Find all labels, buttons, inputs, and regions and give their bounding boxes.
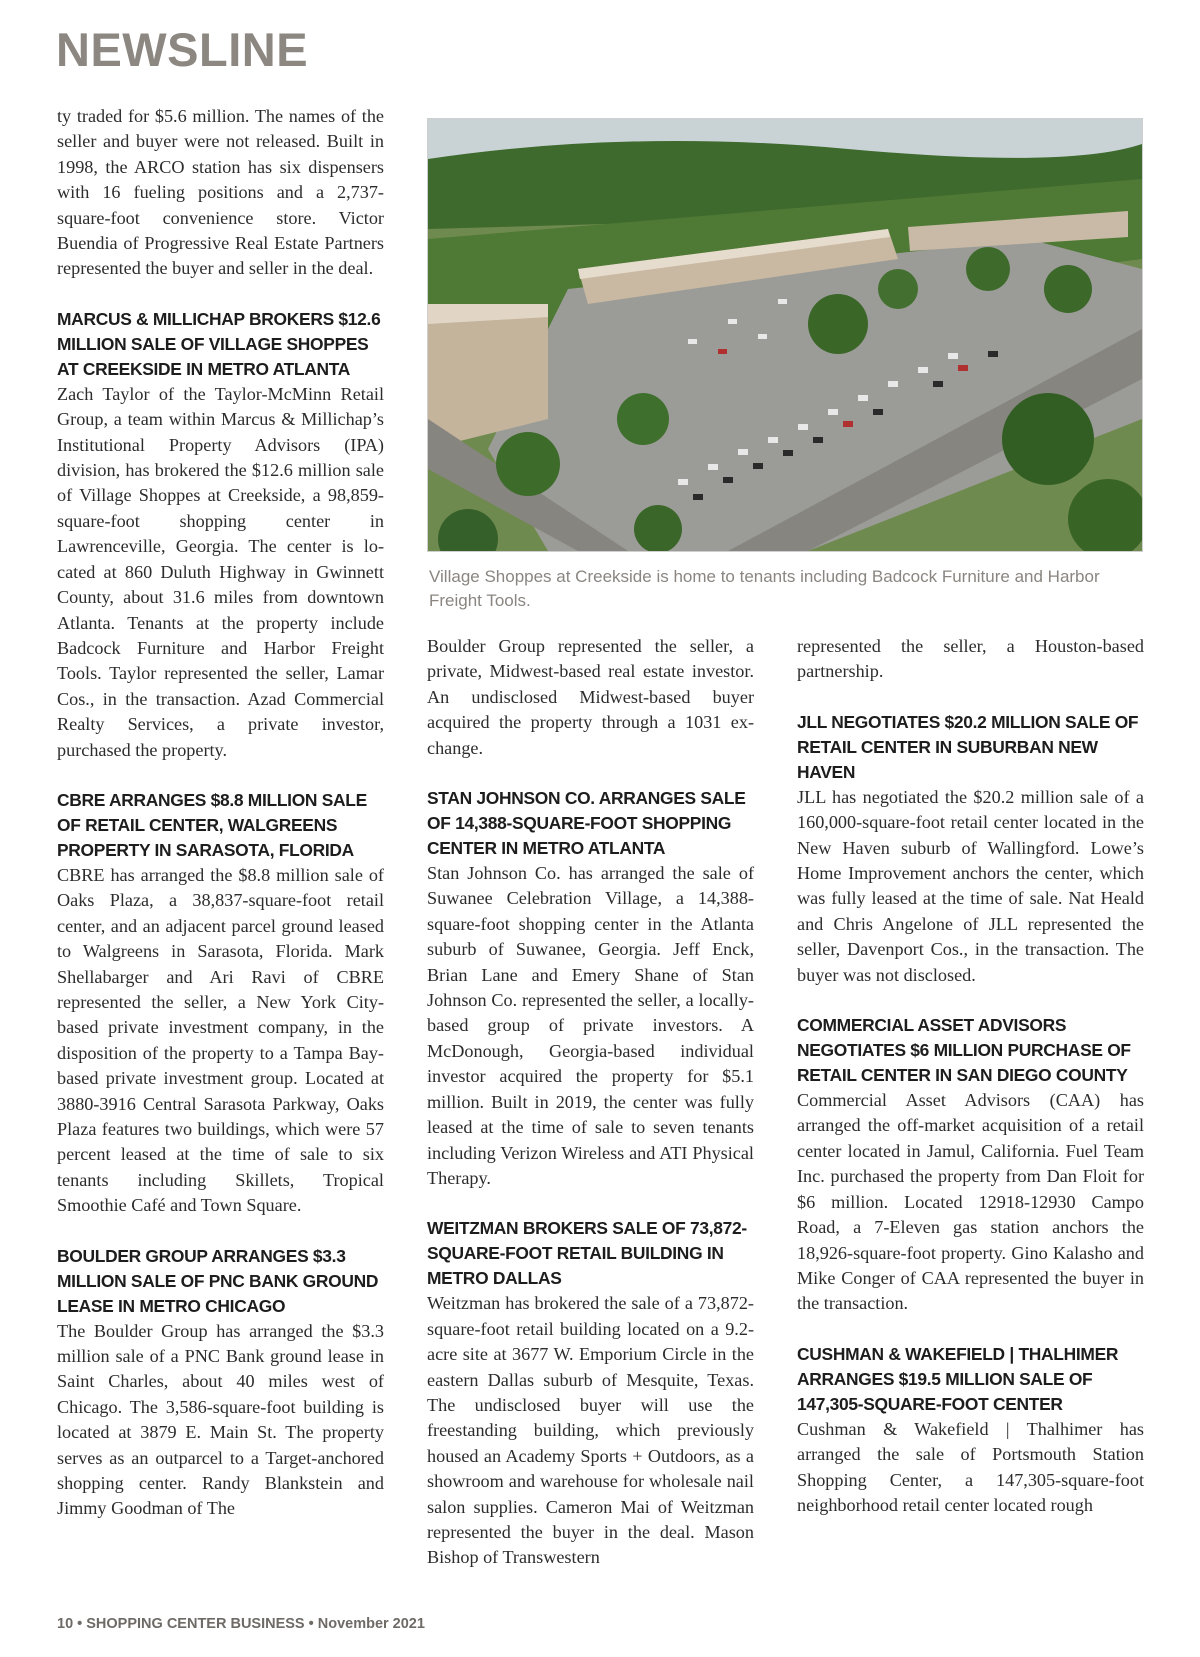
headline-cbre: CBRE ARRANGES $8.8 MILLION SALE OF RETAIL CENTER, WALGREENS PROPERTY IN SARASOTA, FLORIDA: [57, 789, 367, 860]
headline-commercial-asset-advisors: COMMERCIAL ASSET ADVISORS NEGOTIATES $6 MILLION PURCHASE OF RETAIL CENTER IN SAN DIEGO COUNTY: [797, 1015, 1131, 1086]
headline-boulder-group: BOULDER GROUP ARRANGES $3.3 MILLION SALE OF PNC BANK GROUND LEASE IN METRO CHICAGO: [57, 1245, 379, 1316]
page-footer: 10 • SHOPPING CENTER BUSINESS • November 2021: [57, 1616, 425, 1632]
photo-caption: Village Shoppes at Creekside is home to tenants including Badcock Furniture and Harbor Freight Tools.: [429, 567, 1100, 610]
masthead-title: NEWSLINE: [56, 23, 309, 76]
article-stan-johnson: Stan Johnson Co. has arranged the sale of Suwanee Celebration Village, a 14,388-square-foot shopping center in the Atlanta suburb of Suwanee, Georgia. Jeff Enck, Brian Lane and Emery Shane of Stan Johnson Co. represented the seller, a locally-based group of private investors. A McDonough, Georgia-based individual investor acquired the property for $5.1 million. Built in 2019, the center was fully leased at the time of sale to seven tenants including Verizon Wireless and ATI Physical Therapy.: [427, 863, 754, 1188]
aerial-photo: [427, 118, 1143, 552]
headline-marcus-millichap: MARCUS & MILLICHAP BROKERS $12.6 MILLION SALE OF VILLAGE SHOPPES AT CREEKSIDE IN METRO ATLANTA: [57, 308, 381, 379]
article-column-3: [797, 634, 1144, 1518]
article-weitzman: Weitzman has brokered the sale of a 73,872-square-foot retail building located on a 9.2-acre site at 3677 W. Emporium Circle in the eastern Dallas suburb of Mesquite, Texas. The undisclosed buyer will use the freestanding building, which previously housed an Academy Sports + Outdoors, as a showroom and warehouse for wholesale nail salon supplies. Cameron Mai of Weitzman represented the buyer in the deal. Mason Bishop of Transwestern: [427, 1293, 754, 1568]
headline-stan-johnson: STAN JOHNSON CO. ARRANGES SALE OF 14,388-SQUARE-FOOT SHOPPING CENTER IN METRO ATLANTA: [427, 788, 746, 859]
headline-cushman-wakefield: CUSHMAN & WAKEFIELD | THALHIMER ARRANGES $19.5 MILLION SALE OF 147,305-SQUARE-FOOT CENTER: [797, 1343, 1119, 1414]
aerial-photo-illustration: [428, 119, 1142, 551]
headline-jll: JLL NEGOTIATES $20.2 MILLION SALE OF RETAIL CENTER IN SUBURBAN NEW HAVEN: [797, 711, 1139, 782]
article-marcus-millichap: Zach Taylor of the Taylor-McMinn Retail Group, a team within Marcus & Millichap’s Institutional Property Advisors (IPA) division, has brokered the $12.6 million sale of Village Shoppes at Creekside, a 98,859-square-foot shopping center in Lawrenceville, Georgia. The center is located at 860 Duluth Highway in Gwinnett County, about 31.6 miles from downtown Atlanta. Tenants at the property include Badcock Furniture and Harbor Freight Tools. Taylor represented the seller, Lamar Cos., in the transaction. Azad Commercial Realty Services, a private investor, purchased the property.: [57, 383, 384, 760]
article-continuation-arco: ty traded for $5.6 million. The names of the seller and buyer were not released. Built in 1998, the ARCO station has six dispensers with 16 fueling positions and a 2,737-square-foot convenience store. Victor Buendia of Progressive Real Estate Partners represented the buyer and seller in the deal.: [57, 106, 384, 279]
article-cushman-wakefield: Cushman & Wakefield | Thalhimer has arranged the sale of Portsmouth Station Shopping Center, a 147,305-square-foot neighborhood retail center located rough: [797, 1418, 1144, 1515]
article-weitzman-continued: represented the seller, a Houston-based partnership.: [797, 636, 1144, 682]
article-boulder-group-continued: Boulder Group represented the seller, a private, Midwest-based real estate investor. An undisclosed Midwest-based buyer acquired the property through a 1031 exchange.: [427, 636, 754, 758]
headline-weitzman: WEITZMAN BROKERS SALE OF 73,872-SQUARE-FOOT RETAIL BUILDING IN METRO DALLAS: [427, 1218, 747, 1289]
article-boulder-group: The Boulder Group has arranged the $3.3 million sale of a PNC Bank ground lease in Saint Charles, about 40 miles west of Chicago. The 3,586-square-foot building is located at 3879 E. Main St. The property serves as an outparcel to a Target-anchored shopping center. Randy Blankstein and Jimmy Goodman of The: [57, 1320, 384, 1519]
article-cbre: CBRE has arranged the $8.8 million sale of Oaks Plaza, a 38,837-square-foot retail center, and an adjacent parcel ground leased to Walgreens in Sarasota, Florida. Mark Shellabarger and Ari Ravi of CBRE represented the seller, a New York City-based private investment company, in the disposition of the property to a Tampa Bay-based private investment group. Located at 3880-3916 Central Sarasota Parkway, Oaks Plaza features two buildings, which were 57 percent leased at the time of sale to six tenants including Skillets, Tropical Smoothie Café and Town Square.: [57, 864, 384, 1216]
article-jll: JLL has negotiated the $20.2 million sale of a 160,000-square-foot retail center located in the New Haven suburb of Wallingford. Lowe’s Home Improvement anchors the center, which was fully leased at the time of sale. Nat Heald and Chris Angelone of JLL represented the seller, Davenport Cos., in the transaction. The buyer was not disclosed.: [797, 786, 1144, 985]
article-commercial-asset-advisors: Commercial Asset Advisors (CAA) has arranged the off-market acquisition of a retail center located in Jamul, California. Fuel Team Inc. purchased the property from Dan Floit for $6 million. Located 12918-12930 Campo Road, a 7-Eleven gas station anchors the 18,926-square-foot property. Gino Kalasho and Mike Conger of CAA represented the buyer in the transaction.: [797, 1090, 1144, 1314]
article-column-2: [427, 634, 754, 1571]
article-column-1: [57, 104, 384, 1522]
